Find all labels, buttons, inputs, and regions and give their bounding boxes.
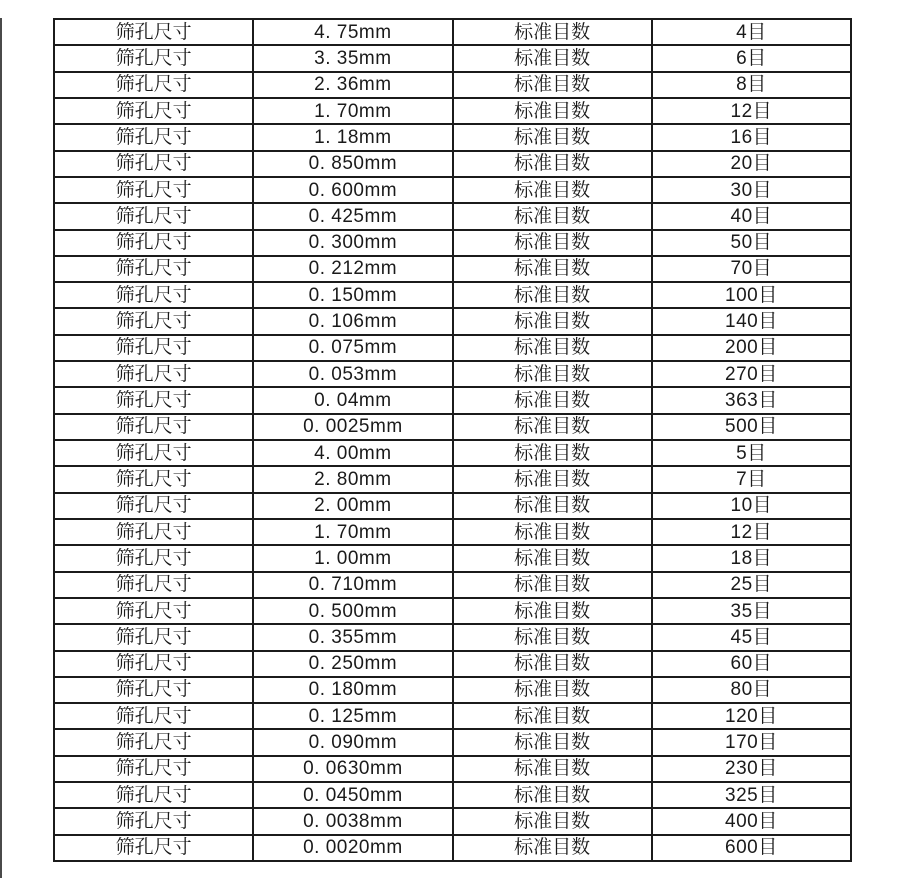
sieve-size-value-cell: 1. 70mm <box>253 98 452 124</box>
mesh-label-cell: 标准目数 <box>453 308 652 334</box>
mesh-label-cell: 标准目数 <box>453 440 652 466</box>
sieve-size-value-cell: 0. 125mm <box>253 703 452 729</box>
table-row <box>54 519 851 545</box>
sieve-size-label-cell: 筛孔尺寸 <box>54 572 253 598</box>
mesh-value-cell: 170目 <box>652 729 851 755</box>
mesh-value-cell: 40目 <box>652 203 851 229</box>
mesh-value-cell: 600目 <box>652 835 851 861</box>
mesh-label-cell: 标准目数 <box>453 729 652 755</box>
table-row <box>54 151 851 177</box>
mesh-value-cell: 12目 <box>652 98 851 124</box>
mesh-label-cell: 标准目数 <box>453 361 652 387</box>
table-row <box>54 308 851 334</box>
sieve-size-label-cell: 筛孔尺寸 <box>54 124 253 150</box>
sieve-size-label-cell: 筛孔尺寸 <box>54 361 253 387</box>
table-row <box>54 282 851 308</box>
mesh-label-cell: 标准目数 <box>453 466 652 492</box>
table-row <box>54 440 851 466</box>
left-edge-table-fragment <box>0 18 2 878</box>
sieve-size-value-cell: 0. 0630mm <box>253 756 452 782</box>
mesh-label-cell: 标准目数 <box>453 335 652 361</box>
sieve-size-value-cell: 0. 04mm <box>253 387 452 413</box>
sieve-size-value-cell: 0. 150mm <box>253 282 452 308</box>
mesh-value-cell: 20目 <box>652 151 851 177</box>
sieve-size-label-cell: 筛孔尺寸 <box>54 256 253 282</box>
table-row <box>54 703 851 729</box>
sieve-size-value-cell: 0. 250mm <box>253 651 452 677</box>
table-row <box>54 98 851 124</box>
table-row <box>54 624 851 650</box>
sieve-size-label-cell: 筛孔尺寸 <box>54 151 253 177</box>
sieve-size-label-cell: 筛孔尺寸 <box>54 624 253 650</box>
mesh-label-cell: 标准目数 <box>453 703 652 729</box>
sieve-size-value-cell: 0. 106mm <box>253 308 452 334</box>
sieve-mesh-table <box>53 18 852 862</box>
sieve-size-value-cell: 1. 00mm <box>253 545 452 571</box>
mesh-label-cell: 标准目数 <box>453 282 652 308</box>
mesh-label-cell: 标准目数 <box>453 387 652 413</box>
table-row <box>54 387 851 413</box>
sieve-size-label-cell: 筛孔尺寸 <box>54 835 253 861</box>
mesh-value-cell: 6目 <box>652 45 851 71</box>
sieve-size-label-cell: 筛孔尺寸 <box>54 72 253 98</box>
table-row <box>54 124 851 150</box>
mesh-value-cell: 30目 <box>652 177 851 203</box>
sieve-size-label-cell: 筛孔尺寸 <box>54 729 253 755</box>
sieve-size-value-cell: 0. 0020mm <box>253 835 452 861</box>
sieve-size-value-cell: 0. 0025mm <box>253 414 452 440</box>
mesh-value-cell: 230目 <box>652 756 851 782</box>
mesh-label-cell: 标准目数 <box>453 519 652 545</box>
sieve-size-label-cell: 筛孔尺寸 <box>54 230 253 256</box>
sieve-size-value-cell: 4. 75mm <box>253 19 452 45</box>
sieve-size-value-cell: 0. 212mm <box>253 256 452 282</box>
sieve-size-value-cell: 0. 710mm <box>253 572 452 598</box>
sieve-size-label-cell: 筛孔尺寸 <box>54 308 253 334</box>
sieve-size-label-cell: 筛孔尺寸 <box>54 651 253 677</box>
sieve-size-value-cell: 2. 80mm <box>253 466 452 492</box>
table-row <box>54 177 851 203</box>
mesh-value-cell: 270目 <box>652 361 851 387</box>
table-row <box>54 466 851 492</box>
sieve-size-label-cell: 筛孔尺寸 <box>54 414 253 440</box>
sieve-size-value-cell: 2. 00mm <box>253 493 452 519</box>
sieve-size-value-cell: 0. 850mm <box>253 151 452 177</box>
table-row <box>54 808 851 834</box>
sieve-size-label-cell: 筛孔尺寸 <box>54 519 253 545</box>
mesh-label-cell: 标准目数 <box>453 177 652 203</box>
mesh-label-cell: 标准目数 <box>453 808 652 834</box>
table-row <box>54 493 851 519</box>
sieve-size-label-cell: 筛孔尺寸 <box>54 203 253 229</box>
sieve-size-value-cell: 0. 500mm <box>253 598 452 624</box>
mesh-label-cell: 标准目数 <box>453 572 652 598</box>
mesh-label-cell: 标准目数 <box>453 493 652 519</box>
sieve-size-label-cell: 筛孔尺寸 <box>54 545 253 571</box>
mesh-value-cell: 10目 <box>652 493 851 519</box>
table-row <box>54 335 851 361</box>
table-row <box>54 545 851 571</box>
mesh-label-cell: 标准目数 <box>453 835 652 861</box>
sieve-size-label-cell: 筛孔尺寸 <box>54 19 253 45</box>
mesh-value-cell: 120目 <box>652 703 851 729</box>
sieve-size-label-cell: 筛孔尺寸 <box>54 98 253 124</box>
mesh-label-cell: 标准目数 <box>453 203 652 229</box>
mesh-value-cell: 325目 <box>652 782 851 808</box>
table-row <box>54 72 851 98</box>
sieve-size-value-cell: 0. 180mm <box>253 677 452 703</box>
mesh-value-cell: 200目 <box>652 335 851 361</box>
sieve-size-label-cell: 筛孔尺寸 <box>54 703 253 729</box>
mesh-label-cell: 标准目数 <box>453 124 652 150</box>
sieve-size-value-cell: 0. 425mm <box>253 203 452 229</box>
table-row <box>54 361 851 387</box>
mesh-value-cell: 25目 <box>652 572 851 598</box>
sieve-size-value-cell: 0. 300mm <box>253 230 452 256</box>
sieve-size-value-cell: 0. 0038mm <box>253 808 452 834</box>
table-row <box>54 756 851 782</box>
table-row <box>54 45 851 71</box>
sieve-size-label-cell: 筛孔尺寸 <box>54 782 253 808</box>
sieve-size-label-cell: 筛孔尺寸 <box>54 598 253 624</box>
sieve-size-label-cell: 筛孔尺寸 <box>54 282 253 308</box>
mesh-label-cell: 标准目数 <box>453 256 652 282</box>
table-row <box>54 19 851 45</box>
sieve-size-label-cell: 筛孔尺寸 <box>54 808 253 834</box>
sieve-size-value-cell: 1. 18mm <box>253 124 452 150</box>
sieve-mesh-table-body <box>54 19 851 861</box>
sieve-size-label-cell: 筛孔尺寸 <box>54 335 253 361</box>
table-row <box>54 729 851 755</box>
sieve-size-label-cell: 筛孔尺寸 <box>54 387 253 413</box>
sieve-size-value-cell: 0. 090mm <box>253 729 452 755</box>
mesh-label-cell: 标准目数 <box>453 230 652 256</box>
mesh-label-cell: 标准目数 <box>453 151 652 177</box>
mesh-label-cell: 标准目数 <box>453 598 652 624</box>
mesh-label-cell: 标准目数 <box>453 414 652 440</box>
table-row <box>54 598 851 624</box>
mesh-value-cell: 5目 <box>652 440 851 466</box>
mesh-value-cell: 100目 <box>652 282 851 308</box>
sieve-size-label-cell: 筛孔尺寸 <box>54 45 253 71</box>
mesh-label-cell: 标准目数 <box>453 677 652 703</box>
mesh-value-cell: 7目 <box>652 466 851 492</box>
mesh-value-cell: 35目 <box>652 598 851 624</box>
table-row <box>54 256 851 282</box>
sieve-size-value-cell: 0. 075mm <box>253 335 452 361</box>
mesh-label-cell: 标准目数 <box>453 72 652 98</box>
sieve-size-value-cell: 0. 053mm <box>253 361 452 387</box>
table-row <box>54 203 851 229</box>
sieve-size-label-cell: 筛孔尺寸 <box>54 177 253 203</box>
table-row <box>54 651 851 677</box>
sieve-size-label-cell: 筛孔尺寸 <box>54 756 253 782</box>
sieve-size-value-cell: 0. 355mm <box>253 624 452 650</box>
sieve-size-label-cell: 筛孔尺寸 <box>54 493 253 519</box>
mesh-label-cell: 标准目数 <box>453 756 652 782</box>
sieve-size-value-cell: 2. 36mm <box>253 72 452 98</box>
table-row <box>54 835 851 861</box>
sieve-size-value-cell: 4. 00mm <box>253 440 452 466</box>
table-row <box>54 782 851 808</box>
mesh-value-cell: 12目 <box>652 519 851 545</box>
mesh-value-cell: 45目 <box>652 624 851 650</box>
sieve-size-value-cell: 0. 600mm <box>253 177 452 203</box>
mesh-value-cell: 140目 <box>652 308 851 334</box>
table-row <box>54 677 851 703</box>
mesh-label-cell: 标准目数 <box>453 624 652 650</box>
mesh-value-cell: 50目 <box>652 230 851 256</box>
mesh-label-cell: 标准目数 <box>453 19 652 45</box>
mesh-label-cell: 标准目数 <box>453 782 652 808</box>
mesh-value-cell: 60目 <box>652 651 851 677</box>
mesh-value-cell: 400目 <box>652 808 851 834</box>
mesh-label-cell: 标准目数 <box>453 98 652 124</box>
mesh-label-cell: 标准目数 <box>453 545 652 571</box>
table-row <box>54 414 851 440</box>
table-row <box>54 230 851 256</box>
mesh-value-cell: 80目 <box>652 677 851 703</box>
sieve-size-label-cell: 筛孔尺寸 <box>54 440 253 466</box>
mesh-value-cell: 500目 <box>652 414 851 440</box>
mesh-value-cell: 4目 <box>652 19 851 45</box>
mesh-value-cell: 8目 <box>652 72 851 98</box>
sieve-size-value-cell: 3. 35mm <box>253 45 452 71</box>
mesh-label-cell: 标准目数 <box>453 45 652 71</box>
table-row <box>54 572 851 598</box>
sieve-size-value-cell: 0. 0450mm <box>253 782 452 808</box>
mesh-value-cell: 18目 <box>652 545 851 571</box>
mesh-value-cell: 16目 <box>652 124 851 150</box>
sieve-size-value-cell: 1. 70mm <box>253 519 452 545</box>
sieve-size-label-cell: 筛孔尺寸 <box>54 466 253 492</box>
mesh-value-cell: 363目 <box>652 387 851 413</box>
sieve-size-label-cell: 筛孔尺寸 <box>54 677 253 703</box>
mesh-label-cell: 标准目数 <box>453 651 652 677</box>
mesh-value-cell: 70目 <box>652 256 851 282</box>
